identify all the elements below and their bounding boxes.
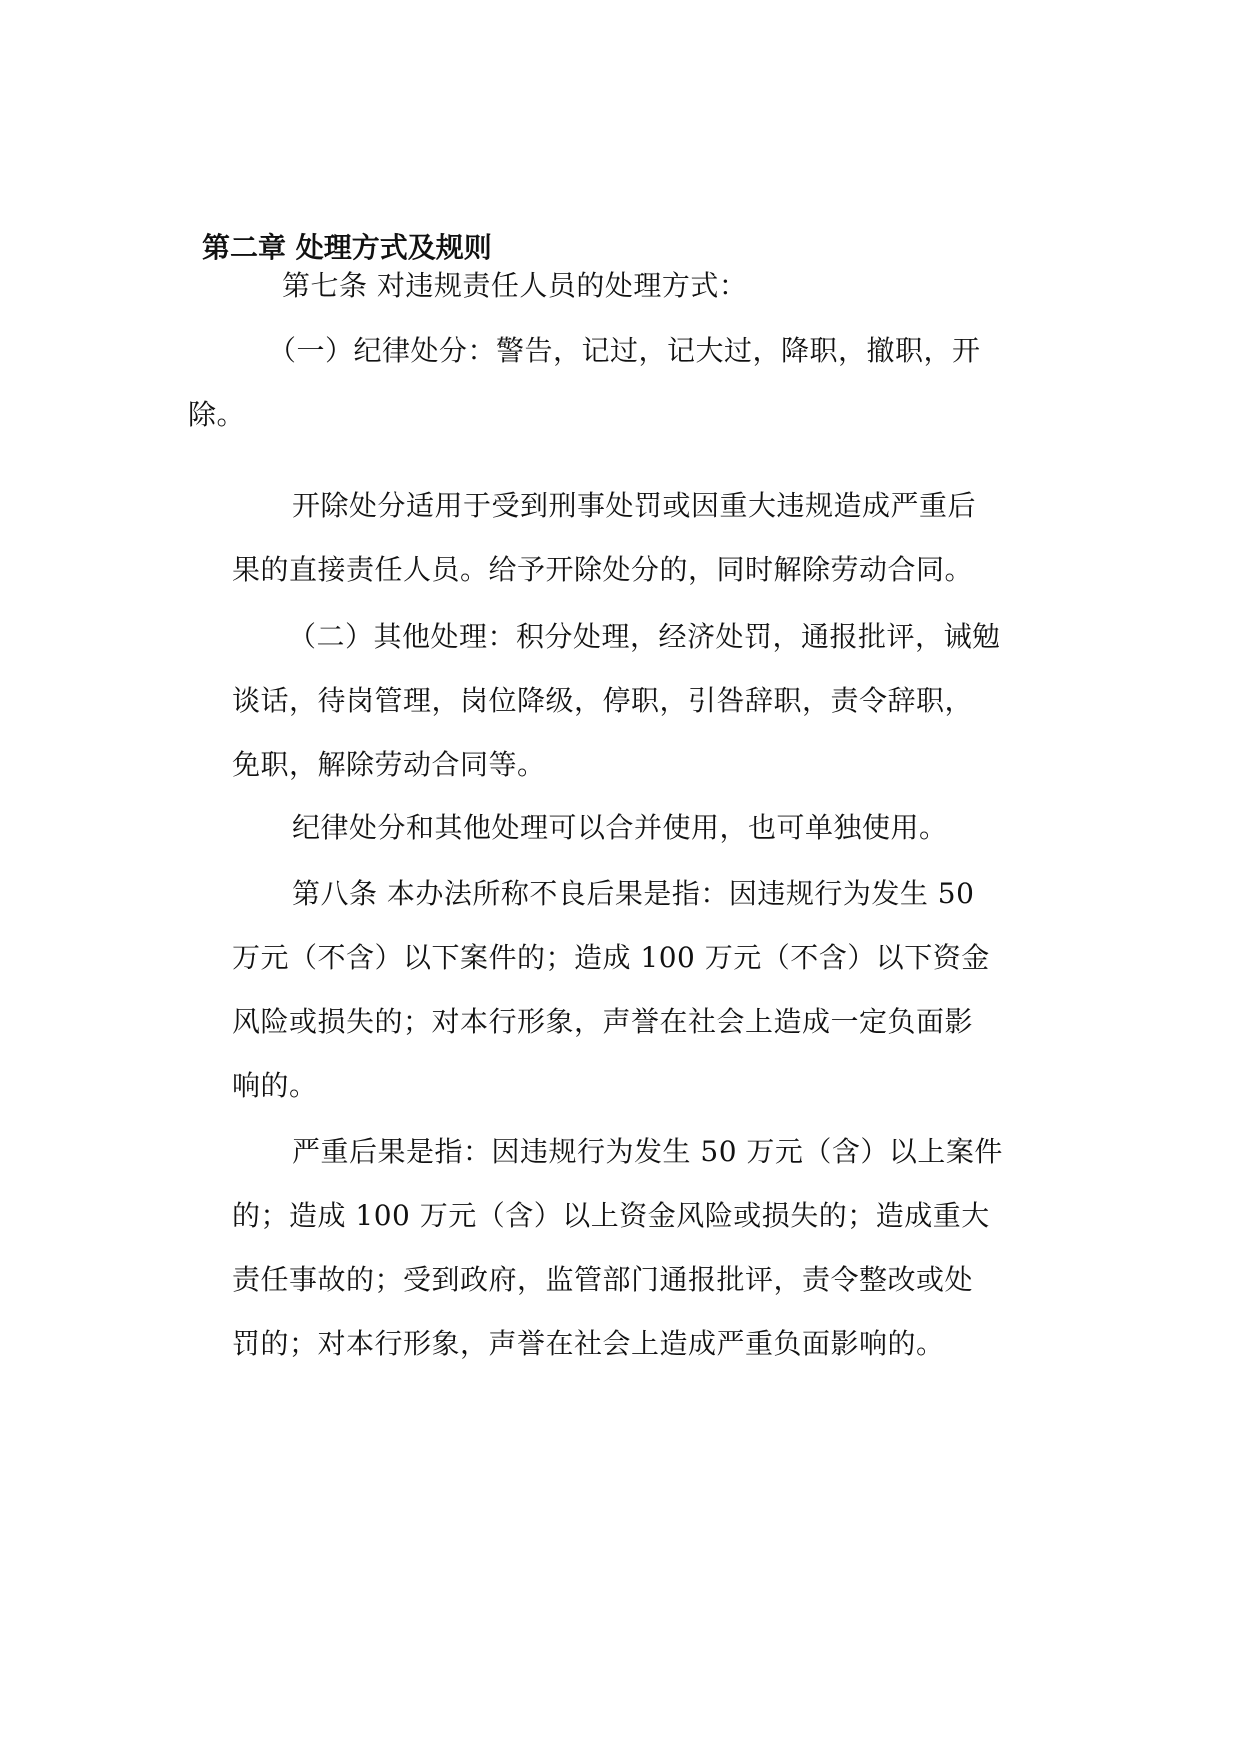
text-line: 罚的；对本行形象，声誉在社会上造成严重负面影响的。 bbox=[232, 1327, 945, 1360]
dismissal-paragraph-first bbox=[292, 474, 976, 538]
item-1-paragraph bbox=[268, 319, 981, 383]
text-line: 严重后果是指：因违规行为发生 50 万元（含）以上案件 bbox=[292, 1135, 1003, 1168]
text-line: 除。 bbox=[188, 398, 246, 431]
text-line: 果的直接责任人员。给予开除处分的，同时解除劳动合同。 bbox=[232, 553, 974, 586]
text-line: 第八条 本办法所称不良后果是指：因违规行为发生 50 bbox=[292, 877, 975, 910]
chapter-heading: 第二章 处理方式及规则 bbox=[202, 231, 492, 264]
article-8-paragraph-rest bbox=[232, 926, 990, 1118]
text-line: 的；造成 100 万元（含）以上资金风险或损失的；造成重大 bbox=[232, 1199, 990, 1232]
item-2-paragraph-first bbox=[288, 605, 1001, 669]
article-8-paragraph-first bbox=[292, 862, 974, 926]
combined-use-paragraph bbox=[292, 796, 948, 860]
text-line: 纪律处分和其他处理可以合并使用，也可单独使用。 bbox=[292, 811, 948, 844]
article-7-paragraph bbox=[282, 254, 747, 318]
text-line: （一）纪律处分：警告，记过，记大过，降职，撤职，开 bbox=[268, 334, 981, 367]
item-2-paragraph-rest bbox=[232, 669, 973, 797]
text-line: 免职，解除劳动合同等。 bbox=[232, 748, 546, 781]
text-line: 开除处分适用于受到刑事处罚或因重大违规造成严重后 bbox=[292, 489, 977, 522]
text-line: 万元（不含）以下案件的；造成 100 万元（不含）以下资金 bbox=[232, 941, 990, 974]
serious-consequence-paragraph-first bbox=[292, 1120, 1003, 1184]
text-line: 风险或损失的；对本行形象，声誉在社会上造成一定负面影 bbox=[232, 1005, 974, 1038]
text-line: 响的。 bbox=[232, 1069, 318, 1102]
text-line: （二）其他处理：积分处理，经济处罚，通报批评，诫勉 bbox=[288, 620, 1001, 653]
serious-consequence-paragraph-rest bbox=[232, 1184, 990, 1376]
dismissal-paragraph-rest bbox=[232, 538, 973, 602]
text-line: 责任事故的；受到政府，监管部门通报批评，责令整改或处 bbox=[232, 1263, 974, 1296]
text-line: 第七条 对违规责任人员的处理方式： bbox=[282, 269, 748, 302]
item-1-continuation bbox=[188, 383, 245, 447]
text-line: 谈话，待岗管理，岗位降级，停职，引咎辞职，责令辞职， bbox=[232, 684, 974, 717]
